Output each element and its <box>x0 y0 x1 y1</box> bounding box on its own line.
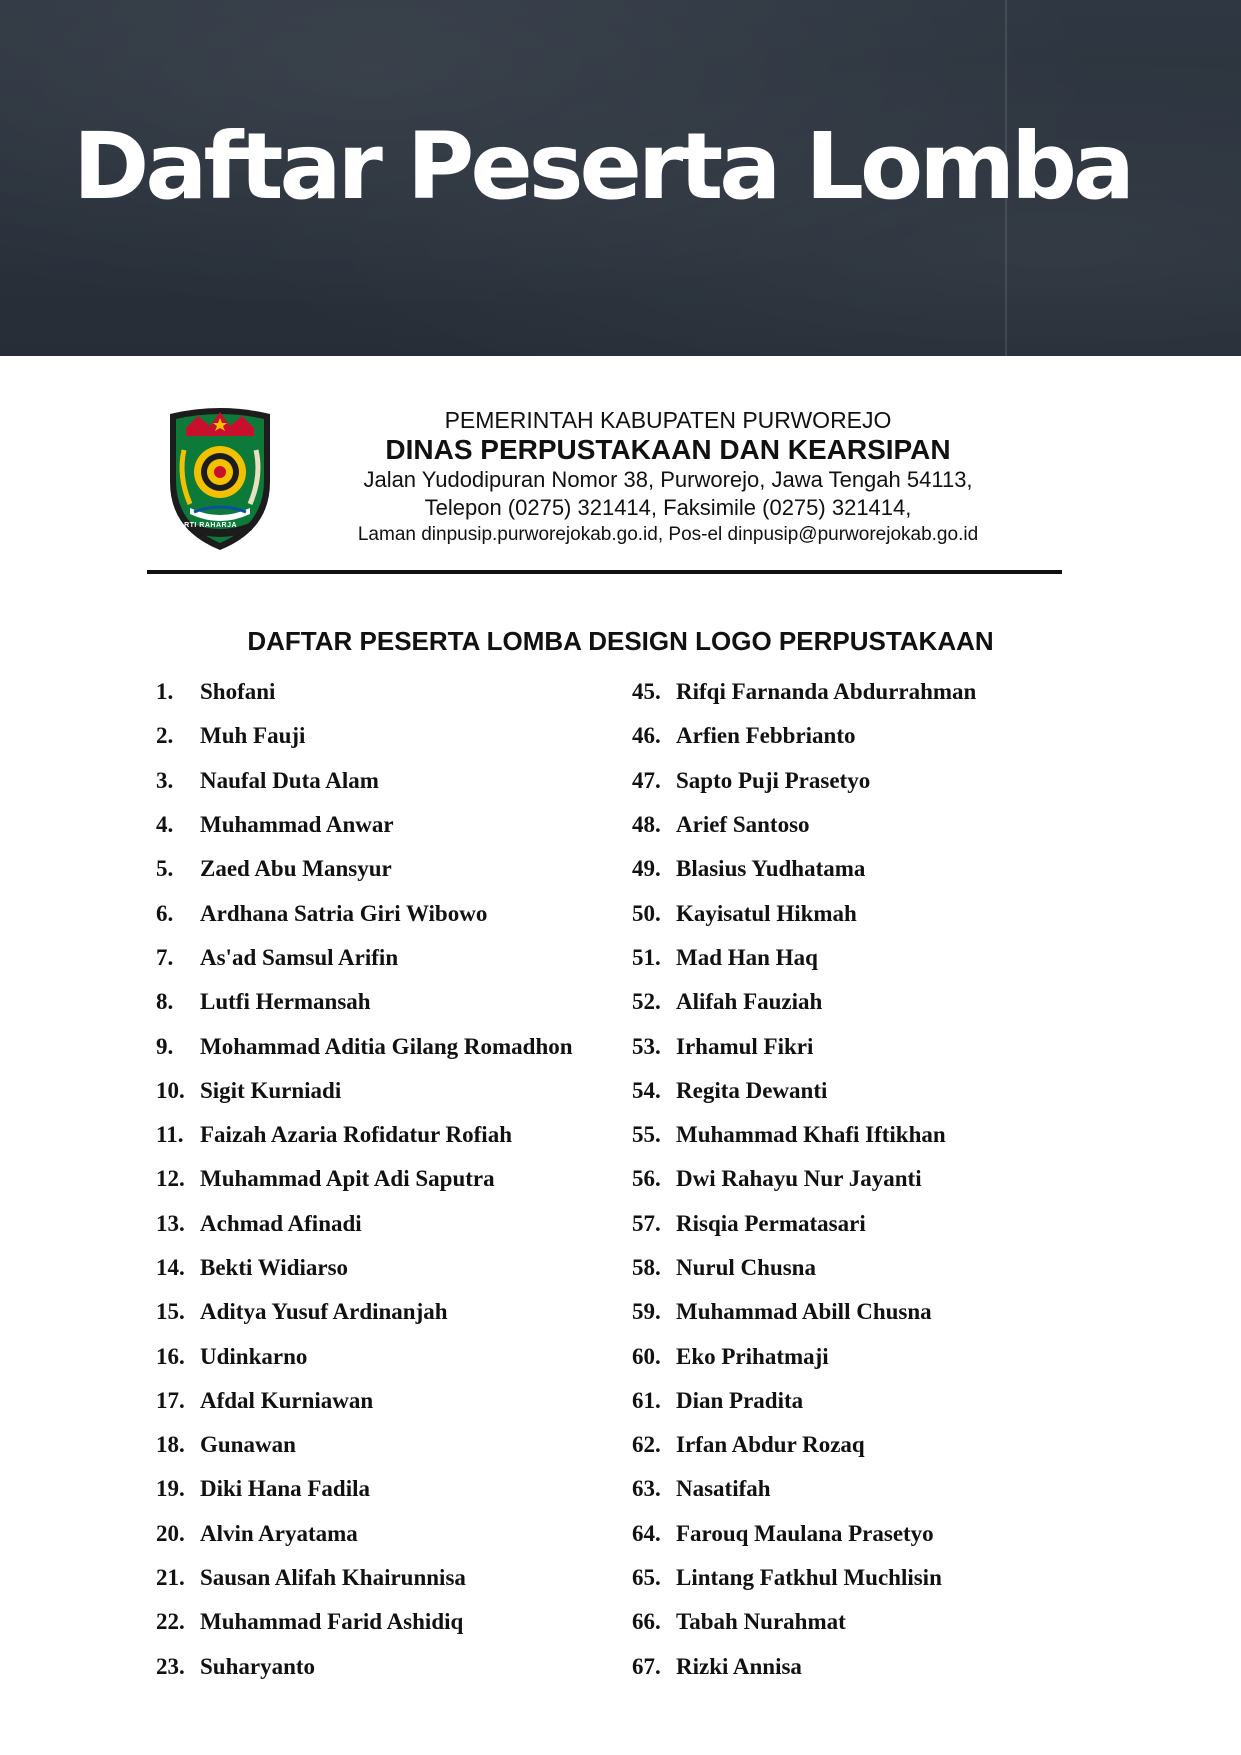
list-item <box>156 1467 626 1511</box>
letterhead-agency: DINAS PERPUSTAKAAN DAN KEARSIPAN <box>385 434 951 465</box>
list-item-name: Tabah Nurahmat <box>676 1609 846 1635</box>
list-item-name: Irhamul Fikri <box>676 1033 814 1059</box>
list-item <box>156 1334 626 1378</box>
participant-list-left <box>156 670 626 1689</box>
list-item-name: As'ad Samsul Arifin <box>200 944 399 970</box>
list-item <box>632 1202 1102 1246</box>
list-item-name: Alvin Aryatama <box>200 1520 358 1546</box>
list-item <box>156 1512 626 1556</box>
list-item <box>156 936 626 980</box>
list-item <box>156 1645 626 1689</box>
list-item <box>632 1379 1102 1423</box>
letterhead-rule <box>147 570 1062 574</box>
list-item-name: Sapto Puji Prasetyo <box>676 767 871 793</box>
list-item-name: Irfan Abdur Rozaq <box>676 1432 865 1458</box>
list-item-number: 12. <box>156 1166 185 1192</box>
list-item <box>156 1379 626 1423</box>
list-item-name: Suharyanto <box>200 1653 316 1679</box>
list-item-number: 21. <box>156 1565 185 1591</box>
list-item-number: 49. <box>632 856 661 882</box>
list-item-number: 17. <box>156 1387 185 1413</box>
list-item-number: 59. <box>632 1299 661 1325</box>
kabupaten-purworejo-emblem-icon <box>164 404 276 552</box>
list-item <box>632 1467 1102 1511</box>
letterhead-government: PEMERINTAH KABUPATEN PURWOREJO <box>444 407 892 433</box>
list-item-name: Muhammad Khafi Iftikhan <box>676 1122 946 1148</box>
list-item-number: 5. <box>156 856 174 882</box>
list-item-name: Nurul Chusna <box>676 1255 816 1280</box>
list-item <box>632 803 1102 847</box>
list-item-name: Faizah Azaria Rofidatur Rofiah <box>200 1122 512 1148</box>
list-item <box>632 670 1102 714</box>
list-item-number: 57. <box>632 1210 661 1236</box>
list-item-number: 1. <box>156 679 174 705</box>
list-item-name: Alifah Fauziah <box>676 989 823 1015</box>
letterhead-address: Jalan Yudodipuran Nomor 38, Purworejo, Jawa Tengah 54113, <box>363 467 973 492</box>
list-item-number: 64. <box>632 1520 661 1546</box>
list-item-name: Mohammad Aditia Gilang Romadhon <box>200 1033 573 1059</box>
list-item <box>632 847 1102 891</box>
list-item-name: Nasatifah <box>676 1476 771 1502</box>
list-item <box>156 1556 626 1600</box>
list-item-name: Sausan Alifah Khairunnisa <box>200 1565 466 1591</box>
list-item-name: Lintang Fatkhul Muchlisin <box>676 1565 942 1591</box>
list-item-number: 60. <box>632 1343 661 1369</box>
list-item-name: Gunawan <box>200 1432 296 1458</box>
list-item-name: Udinkarno <box>200 1343 308 1369</box>
list-item-number: 54. <box>632 1077 661 1103</box>
header-banner <box>0 0 1241 356</box>
list-item-number: 63. <box>632 1476 661 1502</box>
list-item-number: 56. <box>632 1166 661 1192</box>
list-item <box>632 1069 1102 1113</box>
list-item-name: Farouq Maulana Prasetyo <box>676 1520 934 1546</box>
list-item-name: Shofani <box>200 679 276 705</box>
list-item <box>156 759 626 803</box>
list-item <box>632 936 1102 980</box>
list-item <box>632 1157 1102 1201</box>
list-item <box>632 980 1102 1024</box>
list-item <box>156 1246 626 1290</box>
list-item-number: 6. <box>156 900 174 926</box>
list-item-name: Blasius Yudhatama <box>676 856 866 882</box>
list-item-name: Muhammad Abill Chusna <box>676 1299 932 1325</box>
banner-title: Daftar Peserta Lomba <box>73 113 1132 220</box>
list-item <box>632 1246 1102 1290</box>
list-item-number: 8. <box>156 989 174 1015</box>
list-item-number: 23. <box>156 1653 185 1679</box>
list-item-number: 14. <box>156 1255 185 1280</box>
list-item-number: 62. <box>632 1432 661 1458</box>
letterhead <box>148 400 1068 560</box>
list-item <box>632 714 1102 758</box>
list-item-name: Arfien Febbrianto <box>676 723 856 749</box>
list-item-number: 15. <box>156 1299 185 1325</box>
list-item-name: Mad Han Haq <box>676 944 818 970</box>
list-item-number: 52. <box>632 989 661 1015</box>
list-item-name: Muhammad Apit Adi Saputra <box>200 1166 495 1192</box>
list-item-number: 65. <box>632 1565 661 1591</box>
list-item-name: Regita Dewanti <box>676 1077 828 1103</box>
list-item <box>156 670 626 714</box>
list-item-name: Zaed Abu Mansyur <box>200 856 392 882</box>
list-item <box>156 980 626 1024</box>
list-item-name: Rifqi Farnanda Abdurrahman <box>676 679 977 705</box>
list-item-number: 48. <box>632 812 661 838</box>
list-item-number: 4. <box>156 812 174 838</box>
list-item-name: Naufal Duta Alam <box>200 767 379 793</box>
list-item-number: 22. <box>156 1609 185 1635</box>
list-item <box>156 1113 626 1157</box>
list-item <box>632 1334 1102 1378</box>
list-item-number: 9. <box>156 1033 174 1059</box>
list-item <box>632 1556 1102 1600</box>
list-item-name: Eko Prihatmaji <box>676 1343 829 1369</box>
list-item-number: 61. <box>632 1387 661 1413</box>
letterhead-text <box>298 406 1038 548</box>
list-item-name: Aditya Yusuf Ardinanjah <box>200 1299 448 1325</box>
list-item-name: Ardhana Satria Giri Wibowo <box>200 900 488 926</box>
list-item <box>632 759 1102 803</box>
list-title: DAFTAR PESERTA LOMBA DESIGN LOGO PERPUSTAKAAN <box>247 626 994 656</box>
list-item-number: 7. <box>156 944 174 970</box>
list-item-name: Risqia Permatasari <box>676 1210 866 1236</box>
list-item <box>156 1290 626 1334</box>
list-item <box>632 1024 1102 1068</box>
list-item-number: 67. <box>632 1653 661 1679</box>
list-item <box>632 1600 1102 1644</box>
list-item-number: 18. <box>156 1432 185 1458</box>
list-item-number: 53. <box>632 1033 661 1059</box>
list-item-name: Muh Fauji <box>200 723 306 749</box>
list-item <box>156 891 626 935</box>
list-item-number: 58. <box>632 1255 661 1280</box>
list-item <box>632 1113 1102 1157</box>
list-item <box>156 714 626 758</box>
list-item-name: Dian Pradita <box>676 1387 804 1413</box>
list-item <box>156 1423 626 1467</box>
list-item-number: 50. <box>632 900 661 926</box>
list-item <box>632 1645 1102 1689</box>
list-item <box>156 1069 626 1113</box>
list-item <box>156 1024 626 1068</box>
list-item <box>156 1202 626 1246</box>
list-item-name: Kayisatul Hikmah <box>676 900 857 926</box>
list-item-number: 16. <box>156 1343 185 1369</box>
list-item-number: 19. <box>156 1476 185 1502</box>
list-item <box>156 1157 626 1201</box>
list-item-name: Sigit Kurniadi <box>200 1077 342 1103</box>
list-item-name: Rizki Annisa <box>676 1653 802 1679</box>
list-item-name: Bekti Widiarso <box>200 1255 349 1280</box>
list-item-number: 55. <box>632 1122 661 1148</box>
list-item <box>632 1290 1102 1334</box>
list-item-name: Muhammad Farid Ashidiq <box>200 1609 464 1635</box>
list-item-name: Muhammad Anwar <box>200 812 394 838</box>
list-item-number: 11. <box>156 1122 184 1148</box>
list-item-name: Achmad Afinadi <box>200 1210 362 1236</box>
list-item-number: 45. <box>632 679 661 705</box>
list-item-number: 3. <box>156 767 174 793</box>
list-item-name: Dwi Rahayu Nur Jayanti <box>676 1166 922 1192</box>
letterhead-phone: Telepon (0275) 321414, Faksimile (0275) 321414, <box>424 495 912 520</box>
list-item-name: Diki Hana Fadila <box>200 1476 370 1502</box>
emblem-motto: KARTI RAHARJA <box>172 522 238 529</box>
list-item-name: Lutfi Hermansah <box>200 989 371 1015</box>
list-item <box>632 891 1102 935</box>
participant-list-right <box>632 670 1102 1689</box>
list-item <box>156 803 626 847</box>
list-item-number: 13. <box>156 1210 185 1236</box>
list-item-number: 2. <box>156 723 174 749</box>
list-item-number: 46. <box>632 723 661 749</box>
list-item <box>156 1600 626 1644</box>
letterhead-web-email: Laman dinpusip.purworejokab.go.id, Pos-el dinpusip@purworejokab.go.id <box>357 524 979 545</box>
list-item <box>632 1423 1102 1467</box>
list-item-number: 47. <box>632 767 661 793</box>
list-item-name: Arief Santoso <box>676 812 810 838</box>
list-item-number: 51. <box>632 944 661 970</box>
list-item-name: Afdal Kurniawan <box>200 1387 374 1413</box>
list-item-number: 66. <box>632 1609 661 1635</box>
list-item <box>156 847 626 891</box>
list-item <box>632 1512 1102 1556</box>
list-item-number: 20. <box>156 1520 185 1546</box>
list-item-number: 10. <box>156 1077 185 1103</box>
